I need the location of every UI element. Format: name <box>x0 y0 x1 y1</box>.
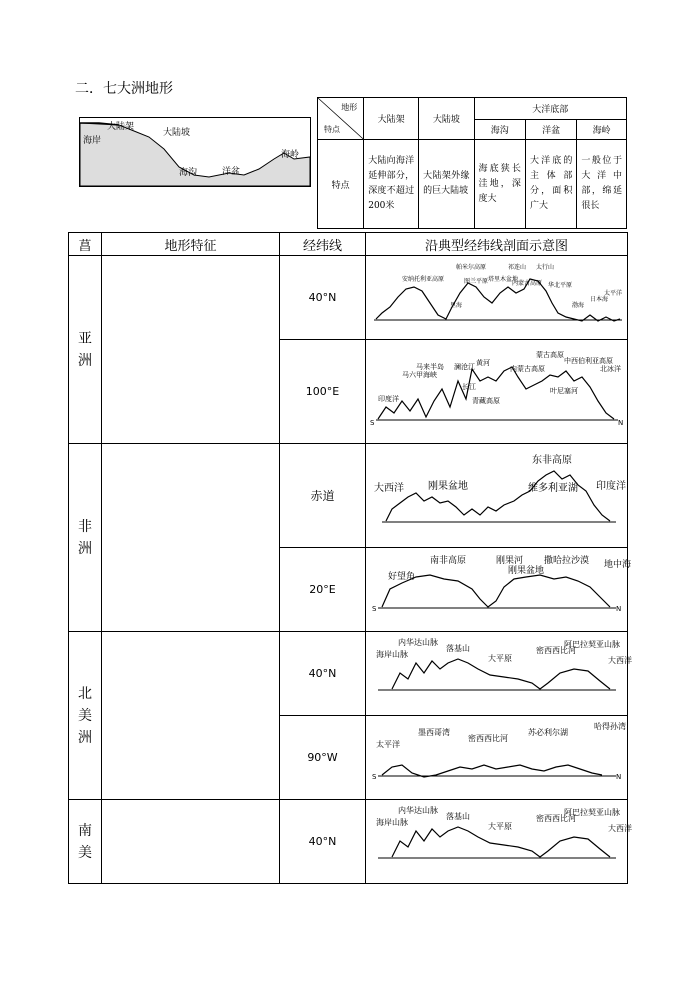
pl-c3: 东非高原 <box>531 454 572 466</box>
header-slope: 大陆坡 <box>419 98 474 140</box>
line-na-1: 40°N <box>280 632 366 716</box>
header-ocean-floor: 大洋底部 <box>474 98 626 120</box>
label-slope: 大陆坡 <box>163 128 191 138</box>
pl-a6: 祁连山 <box>507 263 526 271</box>
pl-e3: 落基山 <box>445 643 470 653</box>
pl-a11: 日本海 <box>589 295 608 303</box>
pl-f5: 哈得孙湾 <box>593 721 626 731</box>
pl-e5: 密西西比河 <box>535 645 576 655</box>
pl-f2: 墨西哥湾 <box>417 727 450 737</box>
pl-a9: 华北平原 <box>547 281 572 289</box>
pl-a2: 里海 <box>449 301 462 309</box>
pl-a8: 太行山 <box>535 263 554 271</box>
header-line: 经纬线 <box>280 233 366 256</box>
header-profile: 沿典型经纬线剖面示意图 <box>366 233 628 256</box>
pl-f3: 密西西比河 <box>467 733 508 743</box>
pl-d4: 刚果盆地 <box>507 565 544 576</box>
pl-b7: 青藏高原 <box>471 396 500 405</box>
profile-svg-asia-40n <box>368 257 626 335</box>
continent-terrain-table <box>68 232 632 884</box>
features-africa <box>102 444 280 632</box>
pl-g3: 落基山 <box>445 811 470 821</box>
pl-b4: 澜沧江 <box>453 362 475 371</box>
label-ridge: 海岭 <box>281 150 300 160</box>
header-basin: 洋盆 <box>525 120 576 140</box>
line-asia-1: 40°N <box>280 256 366 340</box>
pl-d2: 南非高原 <box>429 555 466 566</box>
cell-ridge: 一般位于大洋中部，绵延很长 <box>577 140 627 229</box>
profile-na-90w <box>366 716 628 800</box>
pl-g4: 大平原 <box>487 821 512 831</box>
cell-trench: 海底狭长洼地，深度大 <box>474 140 525 229</box>
pl-d1: 好望角 <box>387 571 415 582</box>
pl-e1: 海岸山脉 <box>375 649 408 659</box>
profile-asia-100e <box>366 340 628 444</box>
pl-d6: 地中海 <box>603 559 631 570</box>
pl-b6: 黄河 <box>475 358 490 367</box>
profile-svg-africa-20e <box>368 549 631 627</box>
section-title: 二．七大洲地形 <box>75 81 173 97</box>
profile-africa-20e <box>366 548 631 632</box>
pl-a5: 塔里木盆地 <box>487 275 518 283</box>
profile-asia-40n <box>366 256 628 340</box>
row-label: 特点 <box>318 140 364 229</box>
profile-svg-africa-eq <box>368 445 626 543</box>
cell-shelf: 大陆向海洋延伸部分，深度不超过200米 <box>364 140 419 229</box>
pl-g5: 密西西比河 <box>535 813 576 823</box>
label-trench: 海沟 <box>179 168 198 178</box>
line-na-2: 90°W <box>280 716 366 800</box>
pl-b13: S <box>369 418 374 427</box>
pl-d5: 撒哈拉沙漠 <box>543 555 589 566</box>
pl-d3: 刚果河 <box>495 555 523 566</box>
cell-slope: 大陆架外缘的巨大陆坡 <box>419 140 474 229</box>
pl-a1: 安纳托利亚高原 <box>401 275 444 283</box>
pl-g1: 海岸山脉 <box>375 817 408 827</box>
features-north-america <box>102 632 280 800</box>
pl-c1: 大西洋 <box>373 482 404 494</box>
line-sa-1: 40°N <box>280 800 366 884</box>
header-ridge: 海岭 <box>577 120 627 140</box>
line-asia-2: 100°E <box>280 340 366 444</box>
corner-cell: 地形 特点 <box>318 98 364 140</box>
label-basin: 洋盆 <box>222 167 241 177</box>
cell-basin: 大洋底的主体部分，面积广大 <box>525 140 576 229</box>
pl-a12: 太平洋 <box>603 289 622 297</box>
line-africa-2: 20°E <box>280 548 366 632</box>
pl-b14: N <box>617 418 623 427</box>
continent-north-america: 北美洲 <box>69 632 102 800</box>
profile-africa-eq <box>366 444 628 548</box>
line-africa-1: 赤道 <box>280 444 366 548</box>
pl-e4: 大平原 <box>487 653 512 663</box>
header-continent: 菖 <box>69 233 102 256</box>
pl-b10: 中西伯利亚高原 <box>563 356 613 365</box>
pl-b9: 蒙古高原 <box>535 350 564 359</box>
continent-asia: 亚洲 <box>69 256 102 444</box>
ocean-terrain-table <box>317 97 627 229</box>
pl-b1: 印度洋 <box>377 394 399 403</box>
profile-svg-na-40n <box>368 633 632 711</box>
pl-c2: 刚果盆地 <box>427 480 468 492</box>
pl-d8: N <box>615 604 621 613</box>
pl-d7: S <box>371 604 376 613</box>
pl-f7: N <box>615 772 621 781</box>
header-trench: 海沟 <box>474 120 525 140</box>
pl-c4: 维多利亚湖 <box>527 482 578 494</box>
pl-c5: 印度洋 <box>595 480 626 492</box>
continent-south-america: 南美 <box>69 800 102 884</box>
pl-g6: 阿巴拉契亚山脉 <box>563 807 620 817</box>
pl-a7: 内蒙古高原 <box>511 279 542 287</box>
profile-svg-na-90w <box>368 717 626 795</box>
features-asia <box>102 256 280 444</box>
pl-f1: 太平洋 <box>375 739 400 749</box>
pl-b12: 北冰洋 <box>599 364 621 373</box>
pl-e6: 阿巴拉契亚山脉 <box>563 639 620 649</box>
pl-b2: 马六甲海峡 <box>401 370 437 379</box>
label-shelf: 大陆架 <box>107 122 135 132</box>
label-coast: 海岸 <box>83 136 102 146</box>
pl-b11: 叶尼塞河 <box>549 386 578 395</box>
pl-f6: S <box>371 772 376 781</box>
pl-g7: 大西洋 <box>607 823 632 833</box>
pl-e2: 内华达山脉 <box>397 637 438 647</box>
pl-f4: 苏必利尔湖 <box>527 727 568 737</box>
pl-g2: 内华达山脉 <box>397 805 438 815</box>
profile-na-40n <box>366 632 632 716</box>
features-south-america <box>102 800 280 884</box>
pl-e7: 大西洋 <box>607 655 632 665</box>
profile-svg-sa-40n <box>368 801 632 879</box>
profile-svg-asia-100e <box>368 341 626 439</box>
header-shelf: 大陆架 <box>364 98 419 140</box>
pl-b3: 马来半岛 <box>415 362 444 371</box>
pl-b8: 内蒙古高原 <box>509 364 545 373</box>
pl-a3: 帕米尔高原 <box>455 263 486 271</box>
pl-b5: 长江 <box>461 382 476 391</box>
header-features: 地形特征 <box>102 233 280 256</box>
ocean-floor-diagram <box>79 117 311 187</box>
pl-a4: 图兰平原 <box>463 277 488 285</box>
profile-sa-40n <box>366 800 632 884</box>
pl-a10: 渤海 <box>571 301 584 309</box>
continent-africa: 非洲 <box>69 444 102 632</box>
